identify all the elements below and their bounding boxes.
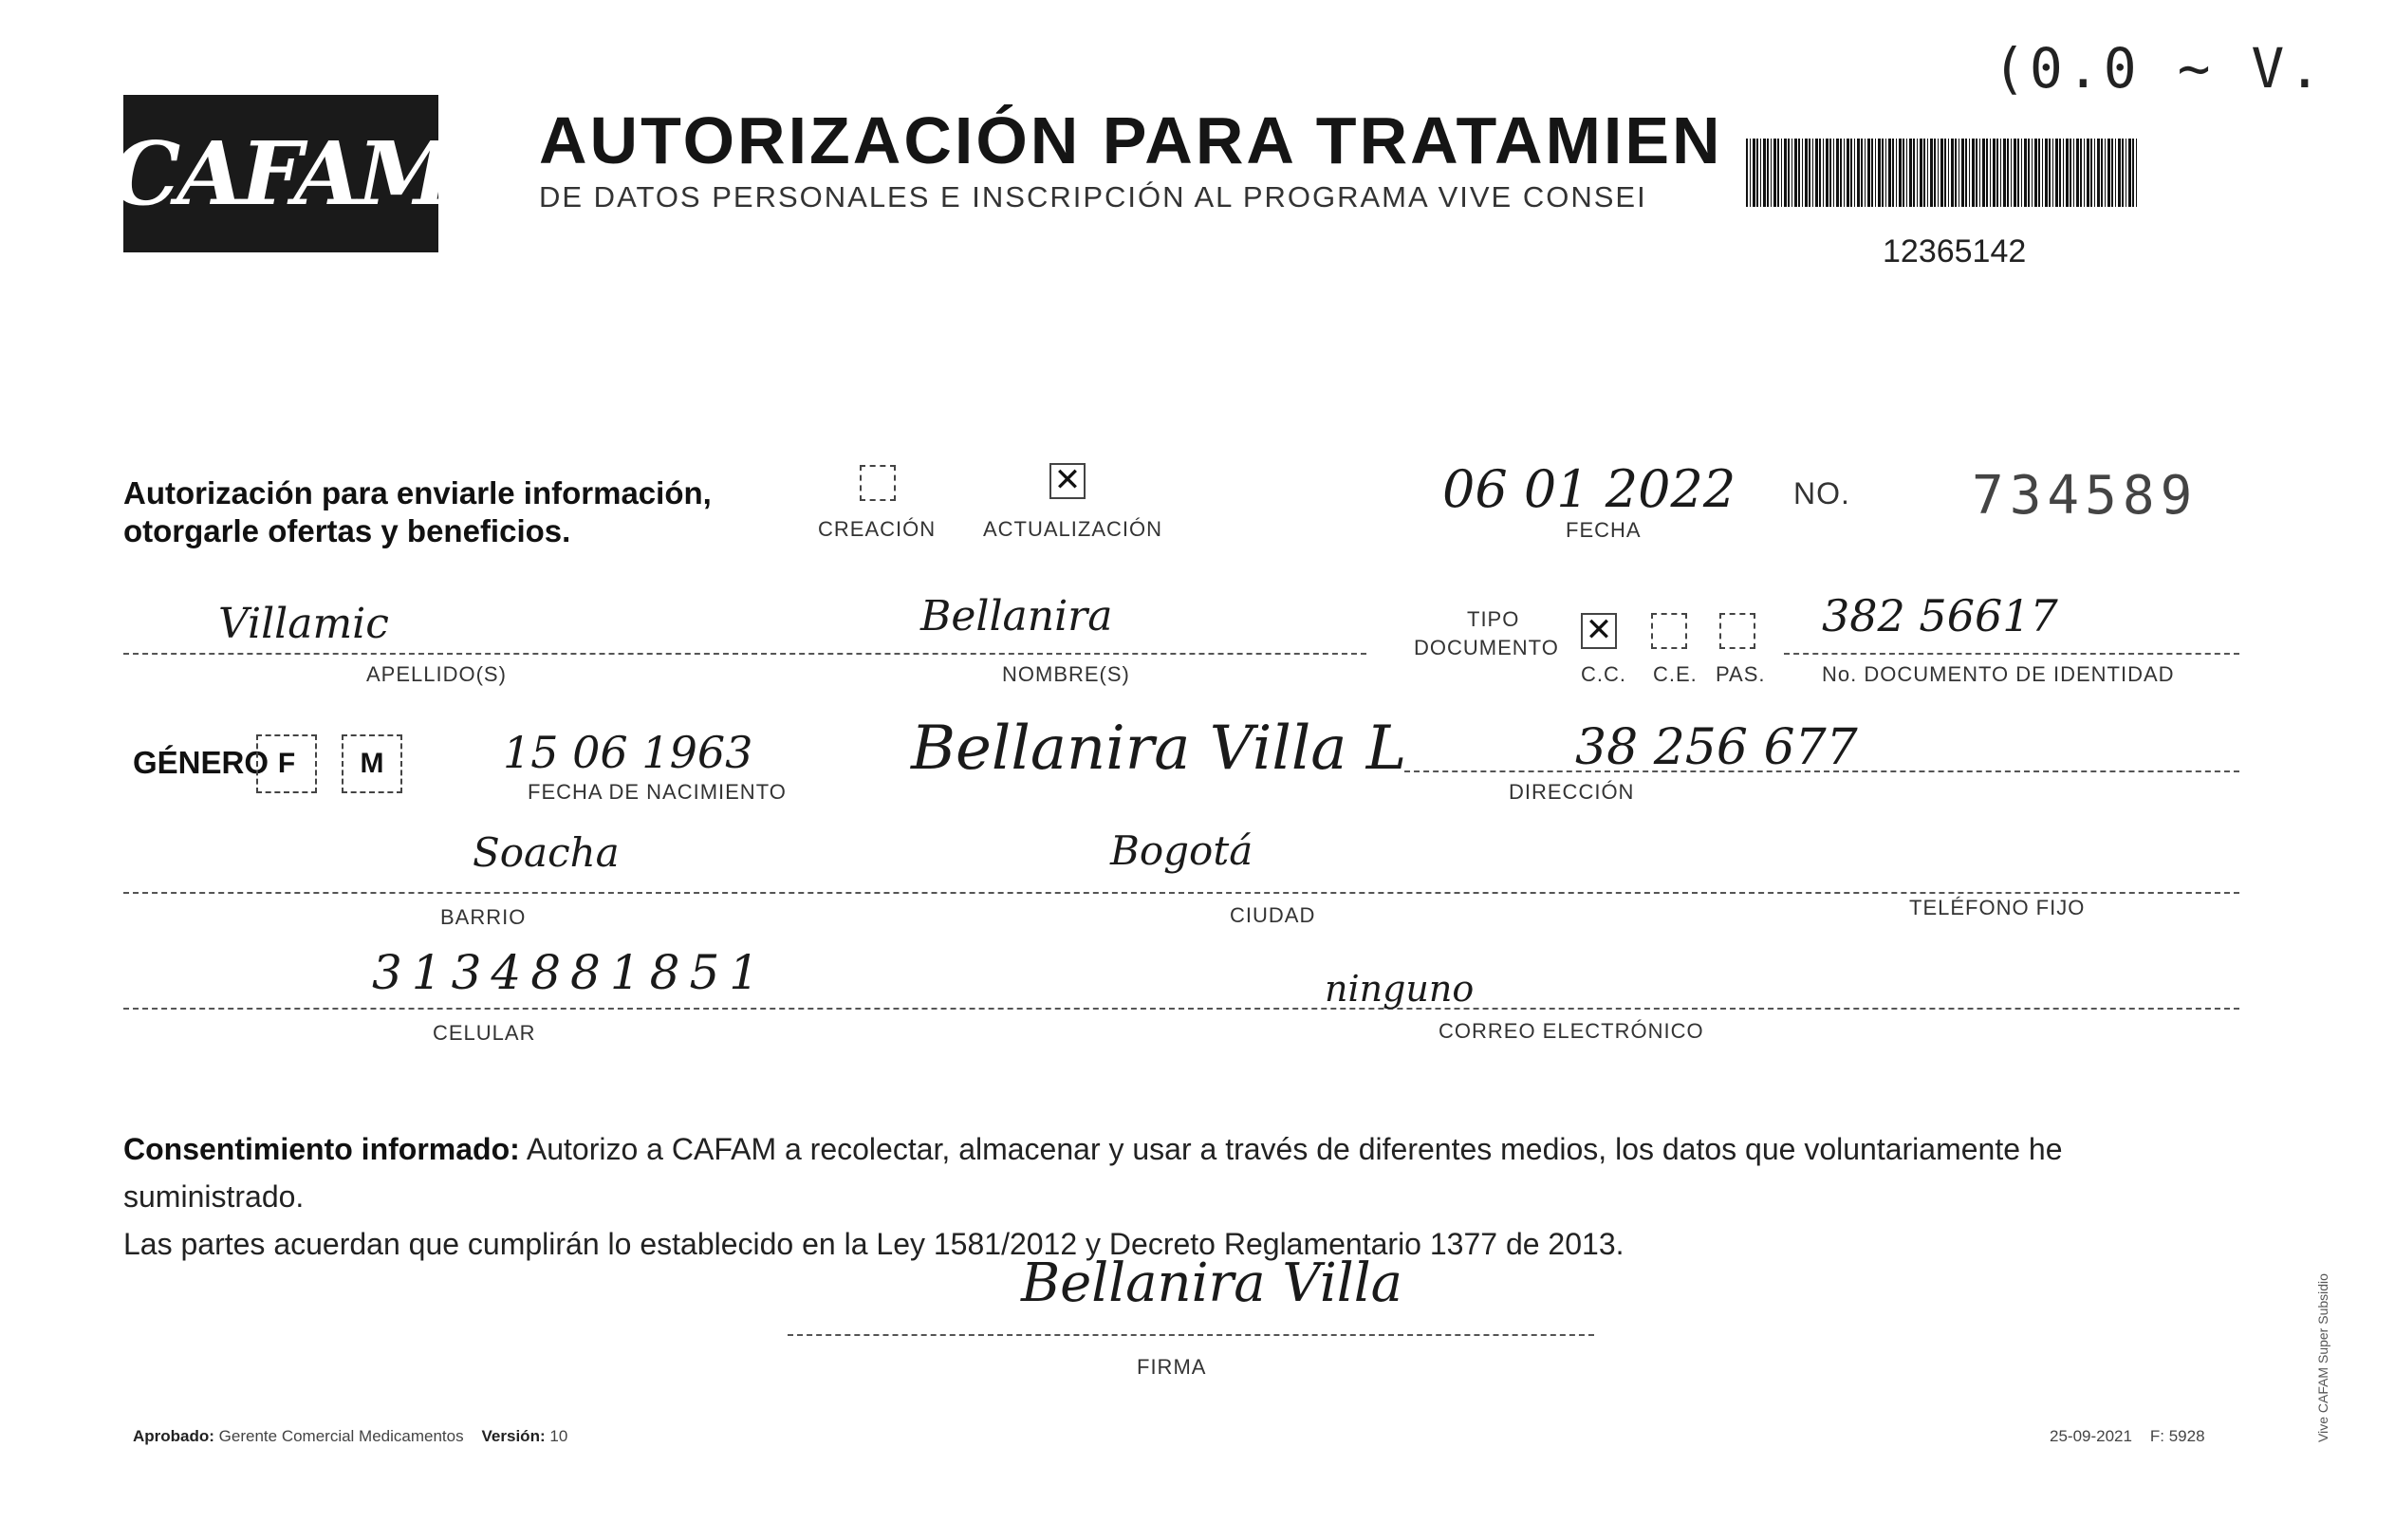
logo-text: CAFAM: [111, 122, 451, 225]
direccion-line: [1404, 770, 2239, 772]
cafam-logo: [111, 95, 451, 252]
documento-line: [1784, 653, 2239, 655]
form-number: 734589: [1972, 465, 2199, 527]
tipo-label-1: TIPO: [1467, 607, 1520, 631]
creacion-label: CREACIÓN: [818, 517, 937, 541]
intro-line-1: Autorización para enviarle información,: [123, 475, 712, 510]
ciudad-label: CIUDAD: [1230, 903, 1316, 927]
signature-line: [788, 1334, 1594, 1336]
footer-date-code: 25-09-2021: [2050, 1427, 2132, 1445]
ciudad-value[interactable]: Bogotá: [1110, 827, 1253, 874]
direccion-value[interactable]: Bellanira Villa L: [911, 714, 1407, 784]
barrio-label: BARRIO: [440, 905, 527, 929]
telefono-label: TELÉFONO FIJO: [1909, 896, 2086, 919]
apellido-label: APELLIDO(S): [366, 662, 507, 686]
barcode-number: 12365142: [1883, 233, 2027, 269]
barcode: [1746, 139, 2137, 207]
document-subtitle: DE DATOS PERSONALES E INSCRIPCIÓN AL PROGRAMA VIVE CONSEI: [539, 180, 1647, 213]
genero-f-box[interactable]: [256, 734, 317, 793]
handwritten-note: (0.0 ~ V.: [1993, 36, 2326, 101]
genero-m-box[interactable]: [342, 734, 402, 793]
apellido-nombre-line: [123, 653, 1366, 655]
nacimiento-value[interactable]: 15 06 1963: [503, 727, 753, 778]
consent-line-1: [123, 1125, 2239, 1220]
celular-label: CELULAR: [433, 1021, 536, 1045]
version-value: 10: [549, 1427, 568, 1445]
aprobado-label: Aprobado:: [133, 1427, 214, 1445]
cc-checkbox[interactable]: [1581, 613, 1617, 649]
consent-paragraph: [123, 1125, 2239, 1268]
consent-text-2: Las partes acuerdan que cumplirán lo establecido en la Ley 1581/2012 y Decreto Reglamentario 1377 de 2013.: [123, 1227, 1625, 1261]
pas-label: PAS.: [1716, 662, 1766, 686]
creacion-checkbox[interactable]: [860, 465, 896, 501]
genero-m-label: M: [360, 748, 384, 779]
genero-label: GÉNERO: [133, 745, 269, 780]
consent-heading: Consentimiento informado:: [123, 1132, 520, 1166]
document-title: AUTORIZACIÓN PARA TRATAMIEN: [539, 103, 1723, 177]
pas-checkbox[interactable]: [1719, 613, 1755, 649]
celular-value[interactable]: 3134881851: [372, 945, 770, 1000]
direccion-label: DIRECCIÓN: [1509, 780, 1635, 804]
version-label: Versión:: [481, 1427, 546, 1445]
no-label: NO.: [1793, 476, 1850, 510]
cc-label: C.C.: [1581, 662, 1626, 686]
documento-label: No. DOCUMENTO DE IDENTIDAD: [1822, 662, 2175, 686]
vertical-footer-text: Vive CAFAM Super Subsidio: [2315, 1273, 2330, 1442]
signature-label: FIRMA: [1137, 1355, 1207, 1379]
barrio-ciudad-line: [123, 892, 2239, 894]
direccion-value-2[interactable]: 38 256 677: [1575, 719, 1858, 776]
correo-label: CORREO ELECTRÓNICO: [1439, 1019, 1704, 1043]
footer-form-code: F: 5928: [2149, 1427, 2205, 1445]
aprobado-value: Gerente Comercial Medicamentos: [218, 1427, 464, 1445]
nombre-value[interactable]: Bellanira: [920, 592, 1113, 640]
correo-value[interactable]: ninguno: [1325, 968, 1475, 1010]
nombre-label: NOMBRE(S): [1002, 662, 1130, 686]
tipo-label-2: DOCUMENTO: [1414, 636, 1559, 659]
footer-left: [133, 1427, 567, 1446]
barrio-value[interactable]: Soacha: [473, 829, 620, 876]
actualizacion-checkbox[interactable]: [1049, 463, 1086, 499]
fecha-label: FECHA: [1566, 518, 1642, 542]
intro-text: [123, 474, 712, 550]
ce-label: C.E.: [1653, 662, 1698, 686]
apellido-value[interactable]: Villamic: [218, 600, 389, 648]
fecha-value[interactable]: 06 01 2022: [1442, 459, 1736, 519]
signature-value[interactable]: Bellanira Villa: [1021, 1252, 1403, 1314]
consent-text-1: Autorizo a CAFAM a recolectar, almacenar y usar a través de diferentes medios, los datos que voluntariamente he suministrado.: [123, 1132, 2063, 1214]
intro-line-2: otorgarle ofertas y beneficios.: [123, 513, 571, 548]
footer-right: [2050, 1427, 2205, 1446]
celular-correo-line: [123, 1008, 2239, 1010]
genero-f-label: F: [277, 748, 296, 779]
documento-value[interactable]: 382 56617: [1822, 590, 2058, 641]
nacimiento-label: FECHA DE NACIMIENTO: [528, 780, 787, 804]
ce-checkbox[interactable]: [1651, 613, 1687, 649]
actualizacion-label: ACTUALIZACIÓN: [983, 517, 1163, 541]
